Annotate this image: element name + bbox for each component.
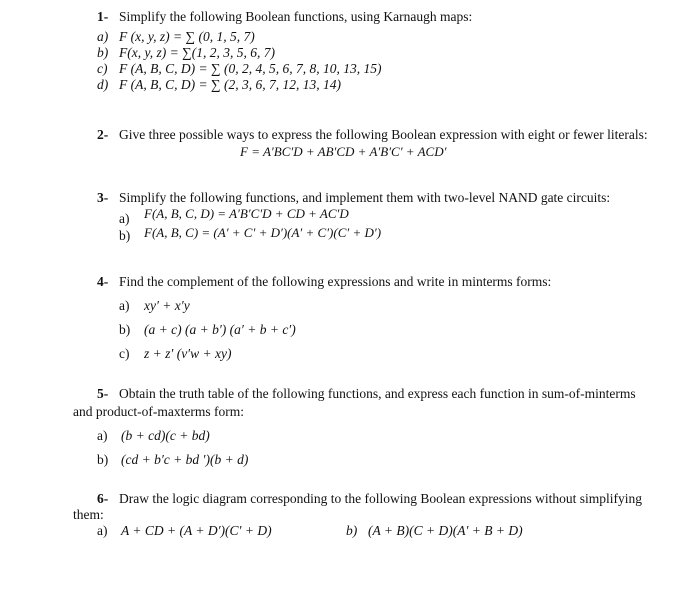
q1-prompt: Simplify the following Boolean functions, using Karnaugh maps: [119, 9, 473, 24]
q5-a-expr: (b + cd)(c + bd) [121, 428, 210, 443]
q6-b-label: b) [346, 523, 358, 538]
q3-a-label: a) [119, 211, 130, 226]
q1-d-label: d) [97, 77, 109, 92]
q3-prompt: Simplify the following functions, and implement them with two-level NAND gate circuits: [119, 190, 611, 205]
q4-c-label: c) [119, 346, 130, 361]
q1-a-label: a) [97, 29, 109, 44]
q1-b-label: b) [97, 45, 109, 60]
q1-c-label: c) [97, 61, 108, 76]
q1-number: 1- [97, 9, 109, 24]
q4-a-expr: xy′ + x′y [144, 298, 190, 313]
q1-a-expr: F (x, y, z) = ∑ (0, 1, 5, 7) [119, 29, 255, 44]
q5-b-expr: (cd + b′c + bd ′)(b + d) [121, 452, 249, 467]
q5-number: 5- [97, 386, 109, 401]
q1-d-expr: F (A, B, C, D) = ∑ (2, 3, 6, 7, 12, 13, 14) [119, 77, 341, 92]
q3-a-expr: F(A, B, C, D) = A′B′C′D + CD + AC′D [144, 206, 349, 221]
q6-number: 6- [97, 491, 109, 506]
q4-prompt: Find the complement of the following expressions and write in minterms forms: [119, 274, 552, 289]
q1-b-expr: F(x, y, z) = ∑(1, 2, 3, 5, 6, 7) [119, 45, 275, 60]
q4-a-label: a) [119, 298, 130, 313]
q2-expression: F = A′BC′D + AB′CD + A′B′C′ + ACD′ [240, 144, 447, 159]
q5-a-label: a) [97, 428, 108, 443]
q6-a-expr: A + CD + (A + D′)(C′ + D) [121, 523, 272, 538]
q4-number: 4- [97, 274, 109, 289]
q5-prompt-line2: and product-of-maxterms form: [73, 404, 244, 419]
q6-b-expr: (A + B)(C + D)(A′ + B + D) [368, 523, 523, 538]
q4-c-expr: z + z′ (v′w + xy) [144, 346, 232, 361]
q4-b-expr: (a + c) (a + b′) (a′ + b + c′) [144, 322, 296, 337]
q3-number: 3- [97, 190, 109, 205]
q6-a-label: a) [97, 523, 108, 538]
q2-number: 2- [97, 127, 109, 142]
q3-b-expr: F(A, B, C) = (A′ + C′ + D′)(A′ + C′)(C′ + D′) [144, 225, 382, 240]
q4-b-label: b) [119, 322, 131, 337]
q5-b-label: b) [97, 452, 109, 467]
q1-c-expr: F (A, B, C, D) = ∑ (0, 2, 4, 5, 6, 7, 8, 10, 13, 15) [119, 61, 382, 76]
q3-b-label: b) [119, 228, 131, 243]
q6-prompt-line1: Draw the logic diagram corresponding to the following Boolean expressions without simplifying [119, 491, 643, 506]
q2-prompt: Give three possible ways to express the following Boolean expression with eight or fewer literals: [119, 127, 648, 142]
q5-prompt-line1: Obtain the truth table of the following functions, and express each function in sum-of-minterms [119, 386, 636, 401]
q6-prompt-line2: them: [73, 507, 104, 522]
